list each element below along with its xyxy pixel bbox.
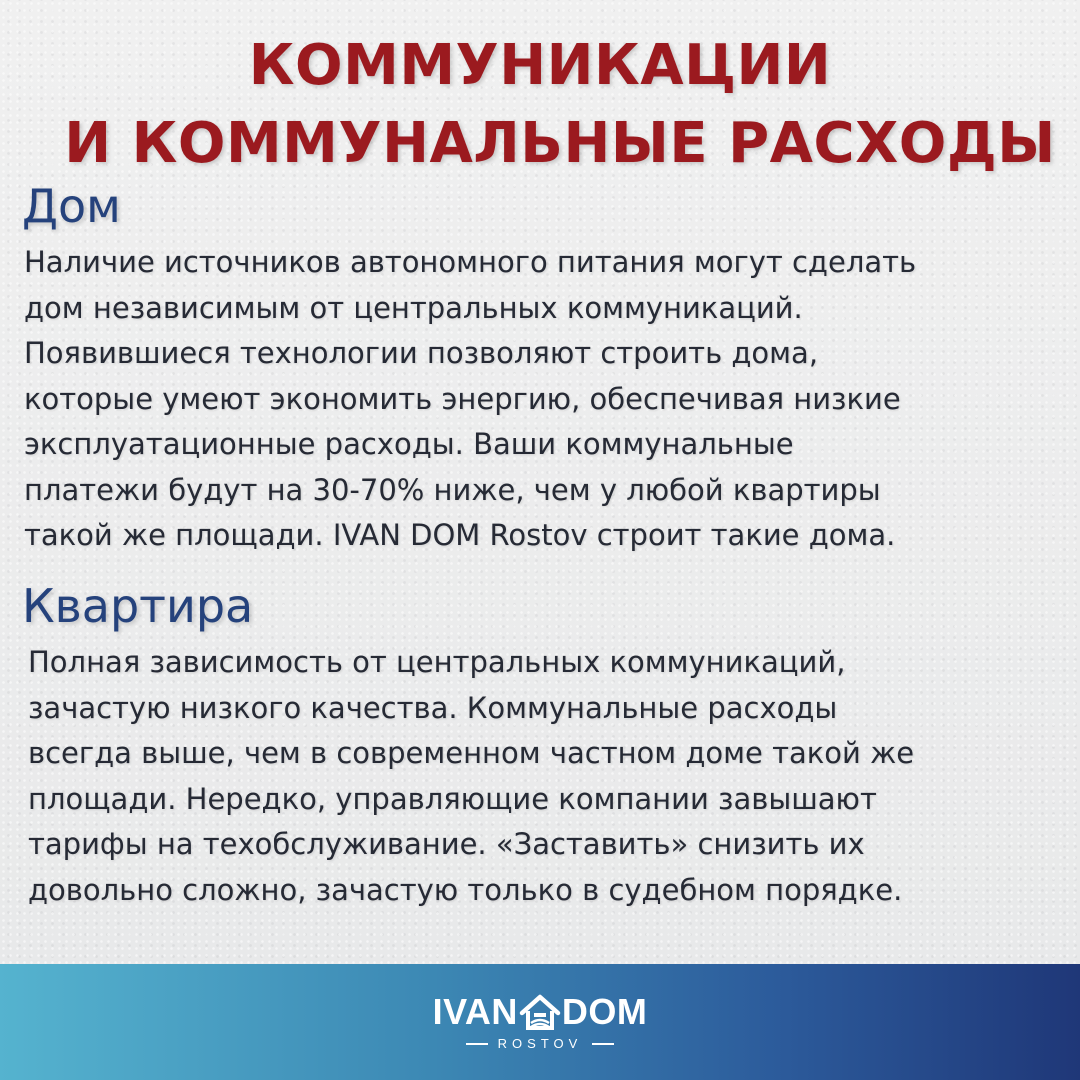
section-heading-apartment: Квартира [22, 579, 254, 633]
text-line: эксплуатационные расходы. Ваши коммунальные [24, 427, 794, 461]
divider [592, 1043, 614, 1045]
divider [466, 1043, 488, 1045]
logo-city: ROSTOV [497, 1036, 583, 1051]
brand-logo [0, 992, 1080, 1051]
section-text-apartment [28, 640, 914, 913]
section-text-house [24, 240, 916, 559]
logo-text-left: IVAN [432, 991, 518, 1032]
logo-text-right: DOM [561, 991, 648, 1032]
section-heading-house: Дом [22, 179, 121, 233]
logo-wordmark [433, 992, 648, 1032]
footer-band [0, 964, 1080, 1080]
text-line: Полная зависимость от центральных коммуникаций, [28, 645, 846, 679]
house-icon [519, 992, 561, 1032]
page-title-line-2: И КОММУНАЛЬНЫЕ РАСХОДЫ [64, 111, 1056, 176]
text-line: такой же площади. IVAN DOM Rostov строит такие дома. [24, 518, 896, 552]
text-line: платежи будут на 30-70% ниже, чем у любой квартиры [24, 472, 881, 507]
text-line: тарифы на техобслуживание. «Заставить» снизить их [28, 827, 865, 861]
text-line: Появившиеся технологии позволяют строить дома, [24, 336, 819, 370]
text-line: довольно сложно, зачастую только в судебном порядке. [28, 872, 903, 907]
text-line: площади. Нередко, управляющие компании завышают [28, 781, 877, 816]
text-line: дом независимым от центральных коммуникаций. [24, 290, 803, 325]
logo-subtitle [0, 1036, 1080, 1051]
text-line: Наличие источников автономного питания могут сделать [24, 245, 917, 279]
text-line: зачастую низкого качества. Коммунальные расходы [28, 690, 838, 725]
text-line: которые умеют экономить энергию, обеспечивая низкие [24, 381, 901, 416]
text-line: всегда выше, чем в современном частном доме такой же [28, 736, 915, 770]
page-title-line-1: КОММУНИКАЦИИ [248, 33, 832, 98]
